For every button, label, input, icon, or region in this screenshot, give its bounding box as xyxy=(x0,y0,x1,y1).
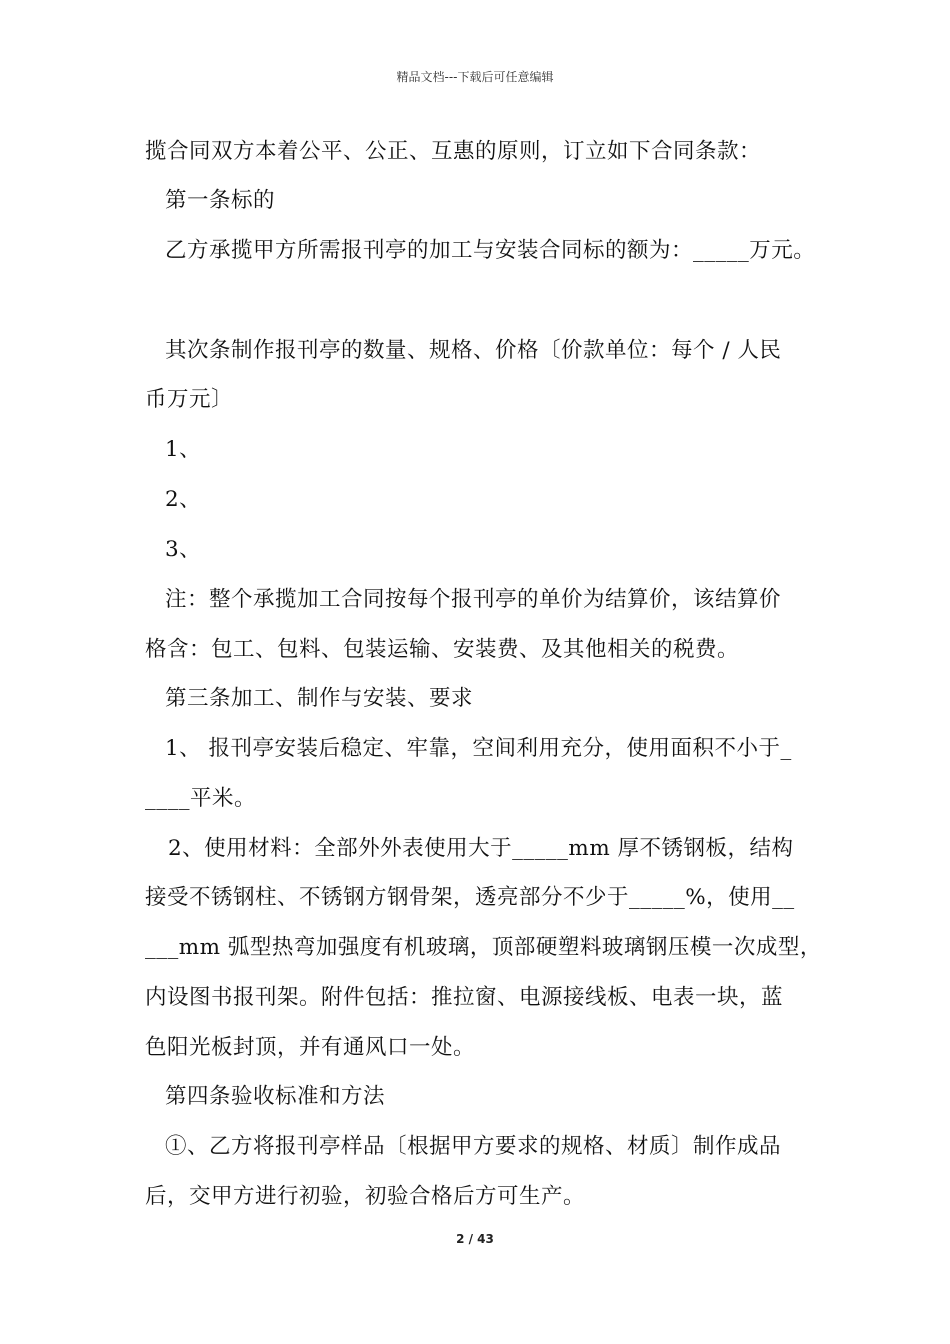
text-line: 乙方承揽甲方所需报刊亭的加工与安装合同标的额为：_____万元。 xyxy=(165,238,816,263)
section-heading: 其次条制作报刊亭的数量、规格、价格〔价款单位：每个 / 人民 xyxy=(165,338,782,363)
list-item: 1、 xyxy=(165,437,202,462)
list-item: ①、乙方将报刊亭样品〔根据甲方要求的规格、材质〕制作成品 xyxy=(165,1134,782,1159)
list-item: 2、使用材料：全部外外表使用大于_____mm 厚不锈钢板，结构 xyxy=(168,836,794,861)
text-line: 揽合同双方本着公平、公正、互惠的原则，订立如下合同条款： xyxy=(145,139,762,164)
text-line: 色阳光板封顶，并有通风口一处。 xyxy=(145,1035,476,1060)
text-line: 接受不锈钢柱、不锈钢方钢骨架，透亮部分不少于_____%，使用__ xyxy=(145,885,795,910)
text-line: 内设图书报刊架。附件包括：推拉窗、电源接线板、电表一块，蓝 xyxy=(145,985,784,1010)
section-heading: 第一条标的 xyxy=(165,188,276,213)
text-line: 后，交甲方进行初验，初验合格后方可生产。 xyxy=(145,1184,586,1209)
list-item: 1、 报刊亭安装后稳定、牢靠，空间利用充分，使用面积不小于_ xyxy=(165,736,792,761)
text-line: ___mm 弧型热弯加强度有机玻璃，顶部硬塑料玻璃钢压模一次成型， xyxy=(145,935,822,960)
list-item: 2、 xyxy=(165,487,202,512)
section-heading: 第四条验收标准和方法 xyxy=(165,1084,386,1109)
page-number: 2 / 43 xyxy=(456,1232,494,1246)
text-line: ____平米。 xyxy=(145,786,257,811)
page-header: 精品文档---下载后可任意编辑 xyxy=(396,70,554,84)
text-line: 格含：包工、包料、包装运输、安装费、及其他相关的税费。 xyxy=(145,637,740,662)
list-item: 3、 xyxy=(165,537,202,562)
section-heading: 第三条加工、制作与安装、要求 xyxy=(165,686,474,711)
note-line: 注：整个承揽加工合同按每个报刊亭的单价为结算价，该结算价 xyxy=(165,587,782,612)
text-line: 币万元〕 xyxy=(145,387,234,412)
